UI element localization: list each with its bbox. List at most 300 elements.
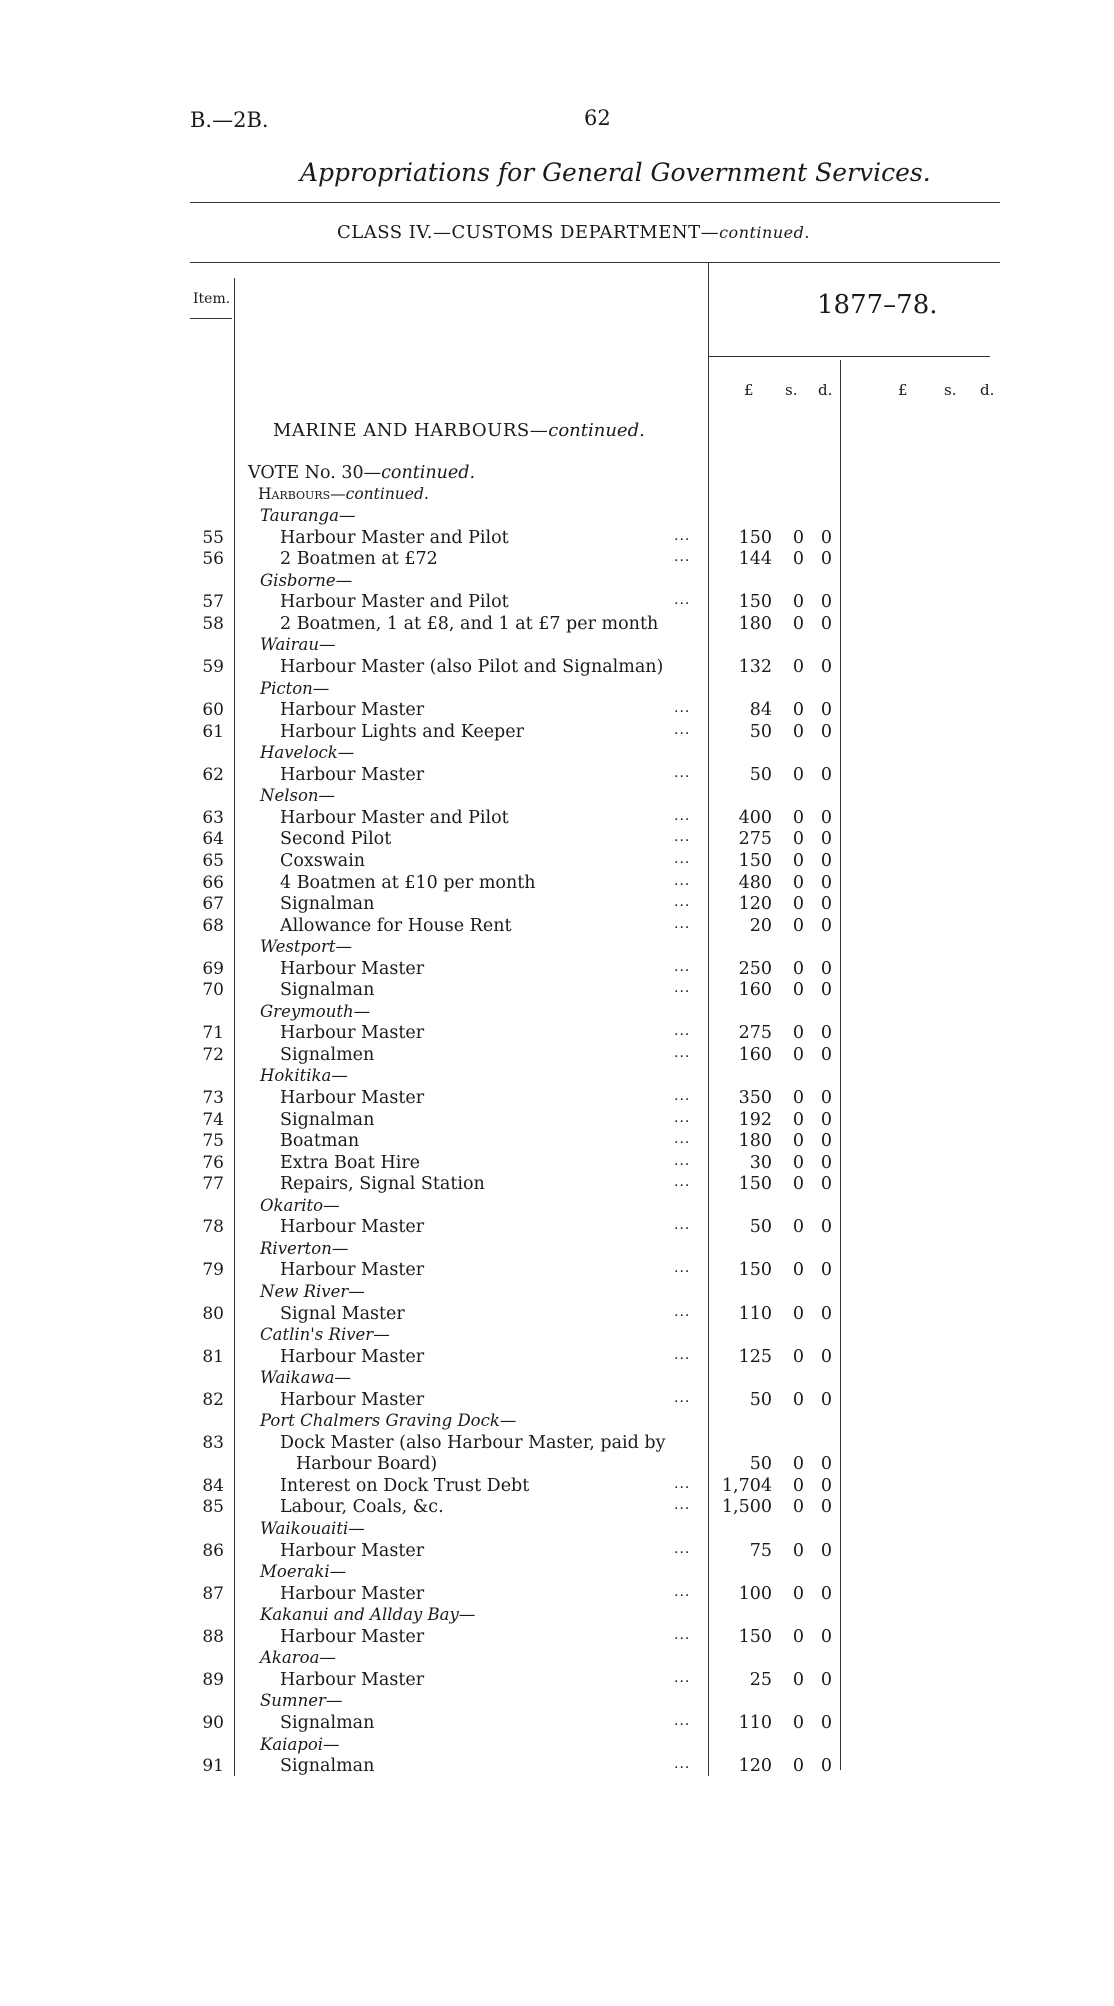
location-heading xyxy=(0,1282,1114,1303)
item-row xyxy=(0,1584,1114,1605)
location-name: Moeraki— xyxy=(260,1562,347,1581)
amount-pounds: 30 xyxy=(749,1152,772,1173)
subhead-text: Harbours— xyxy=(258,484,346,503)
location-heading xyxy=(0,1239,1114,1260)
amount-pence: 0 xyxy=(820,1174,832,1195)
amount-shillings: 0 xyxy=(792,1389,804,1410)
item-number: 90 xyxy=(202,1712,224,1733)
pounds-header: £ xyxy=(744,381,754,399)
amount-pounds: 50 xyxy=(749,1217,772,1238)
amount-shillings: 0 xyxy=(792,807,804,828)
amount-pence: 0 xyxy=(820,1454,832,1475)
item-description: Allowance for House Rent xyxy=(280,915,512,936)
item-row xyxy=(0,959,1114,980)
amount-shillings: 0 xyxy=(792,1260,804,1281)
amount-pounds: 50 xyxy=(749,721,772,742)
amount-pence: 0 xyxy=(820,1712,832,1733)
amount-shillings: 0 xyxy=(792,1669,804,1690)
amount-pounds: 110 xyxy=(738,1712,772,1733)
item-row xyxy=(0,1713,1114,1734)
item-number: 69 xyxy=(202,958,224,979)
leader-dots: ... xyxy=(674,1152,691,1169)
amount-pence: 0 xyxy=(820,1669,832,1690)
location-heading xyxy=(0,506,1114,527)
amount-pounds: 50 xyxy=(749,1389,772,1410)
item-number: 73 xyxy=(202,1088,224,1108)
amount-shillings: 0 xyxy=(792,1023,804,1044)
subhead-suffix: continued. xyxy=(345,484,429,503)
amount-pounds: 192 xyxy=(738,1109,772,1130)
item-description: Signalmen xyxy=(280,1044,375,1065)
item-number: 82 xyxy=(202,1389,224,1410)
item-number: 86 xyxy=(202,1540,224,1561)
amount-pence: 0 xyxy=(820,1583,832,1604)
item-description: Harbour Master xyxy=(280,1023,425,1044)
leader-dots: ... xyxy=(674,549,691,566)
item-row xyxy=(0,1153,1114,1174)
item-description: Interest on Dock Trust Debt xyxy=(280,1475,530,1496)
item-row xyxy=(0,614,1114,635)
item-header-rule xyxy=(190,318,232,319)
amount-pence: 0 xyxy=(820,1023,832,1044)
amount-shillings: 0 xyxy=(792,1131,804,1152)
item-row xyxy=(0,592,1114,613)
item-description: Signalman xyxy=(280,1756,375,1776)
leader-dots: ... xyxy=(674,1023,691,1040)
amount-shillings: 0 xyxy=(792,592,804,613)
amount-shillings: 0 xyxy=(792,1712,804,1733)
location-heading xyxy=(0,743,1114,764)
amount-pence: 0 xyxy=(820,872,832,893)
amount-shillings: 0 xyxy=(792,1475,804,1496)
table-top-rule xyxy=(190,262,1000,263)
amount-shillings: 0 xyxy=(792,1217,804,1238)
amount-pence: 0 xyxy=(820,1109,832,1130)
item-number: 78 xyxy=(202,1217,224,1238)
location-heading xyxy=(0,1519,1114,1540)
item-row xyxy=(0,829,1114,850)
item-row xyxy=(0,851,1114,872)
amount-pence: 0 xyxy=(820,1044,832,1065)
location-heading xyxy=(0,1735,1114,1756)
leader-dots: ... xyxy=(674,1346,691,1363)
item-number: 66 xyxy=(202,872,224,893)
leader-dots: ... xyxy=(674,1131,691,1148)
amount-pounds: 150 xyxy=(738,1174,772,1195)
item-description: Labour, Coals, &c. xyxy=(280,1497,444,1518)
leader-dots: ... xyxy=(674,1540,691,1557)
item-row xyxy=(0,1497,1114,1518)
location-heading xyxy=(0,571,1114,592)
amount-pence: 0 xyxy=(820,958,832,979)
amount-shillings: 0 xyxy=(792,1540,804,1561)
amount-pounds: 50 xyxy=(749,764,772,785)
amount-pounds: 275 xyxy=(738,829,772,850)
leader-dots: ... xyxy=(674,1174,691,1191)
item-row xyxy=(0,765,1114,786)
item-row xyxy=(0,1304,1114,1325)
item-description: Extra Boat Hire xyxy=(280,1152,421,1173)
amount-pence: 0 xyxy=(820,700,832,720)
title-rule xyxy=(190,202,1000,203)
class-heading-text: CLASS IV.—CUSTOMS DEPARTMENT— xyxy=(337,222,720,243)
location-name: Riverton— xyxy=(260,1238,349,1258)
item-column-header: Item. xyxy=(193,291,231,307)
item-number: 74 xyxy=(202,1109,224,1130)
item-row xyxy=(0,808,1114,829)
amount-pence: 0 xyxy=(820,613,832,634)
item-number: 70 xyxy=(202,980,224,1001)
location-heading xyxy=(0,937,1114,958)
item-number: 89 xyxy=(202,1669,224,1690)
item-row xyxy=(0,980,1114,1001)
amount-pounds: 120 xyxy=(738,1756,772,1776)
total-shillings-header: s. xyxy=(944,381,957,399)
leader-dots: ... xyxy=(674,1756,691,1772)
vote-suffix: continued. xyxy=(381,463,476,483)
location-heading xyxy=(0,1562,1114,1583)
amount-shillings: 0 xyxy=(792,958,804,979)
location-name: Tauranga— xyxy=(260,506,356,526)
item-row xyxy=(0,1174,1114,1195)
item-row xyxy=(0,722,1114,743)
item-description: Harbour Master xyxy=(280,1583,425,1604)
item-row xyxy=(0,1670,1114,1691)
item-description: Signalman xyxy=(280,894,375,914)
location-name: New River— xyxy=(260,1281,365,1301)
item-description: Harbour Master and Pilot xyxy=(280,807,509,828)
location-heading xyxy=(0,635,1114,656)
amount-shillings: 0 xyxy=(792,1303,804,1324)
leader-dots: ... xyxy=(674,721,691,738)
amount-pounds: 150 xyxy=(738,592,772,613)
amount-pounds: 160 xyxy=(738,1044,772,1065)
item-row xyxy=(0,1131,1114,1152)
leader-dots: ... xyxy=(674,1497,691,1514)
item-row xyxy=(0,1023,1114,1044)
amount-shillings: 0 xyxy=(792,850,804,871)
amount-shillings: 0 xyxy=(792,915,804,936)
amount-shillings: 0 xyxy=(792,527,804,548)
amount-shillings: 0 xyxy=(792,829,804,850)
class-heading xyxy=(337,222,810,243)
item-description: Harbour Master xyxy=(280,1260,425,1281)
amount-pounds: 75 xyxy=(749,1540,772,1561)
vote-label xyxy=(248,463,475,483)
item-description: Signal Master xyxy=(280,1303,405,1324)
amount-shillings: 0 xyxy=(792,872,804,893)
item-row xyxy=(0,1476,1114,1497)
amount-shillings: 0 xyxy=(792,721,804,742)
item-row xyxy=(0,894,1114,915)
leader-dots: ... xyxy=(674,592,691,609)
item-row xyxy=(0,700,1114,721)
location-name: Catlin's River— xyxy=(260,1325,390,1344)
item-row xyxy=(0,1433,1114,1454)
item-description: Harbour Master xyxy=(280,1346,425,1367)
item-number: 68 xyxy=(202,915,224,936)
item-description: Harbour Master and Pilot xyxy=(280,592,509,613)
leader-dots: ... xyxy=(674,1044,691,1061)
amount-shillings: 0 xyxy=(792,1583,804,1604)
location-heading xyxy=(0,1002,1114,1023)
leader-dots: ... xyxy=(674,1712,691,1729)
amount-pounds: 120 xyxy=(738,894,772,914)
item-description: 4 Boatmen at £10 per month xyxy=(280,872,536,893)
item-description: Signalman xyxy=(280,1109,375,1130)
amount-pounds: 150 xyxy=(738,527,772,548)
amount-shillings: 0 xyxy=(792,1044,804,1065)
amount-pounds: 1,500 xyxy=(721,1497,772,1518)
amount-pounds: 400 xyxy=(738,807,772,828)
amount-pounds: 110 xyxy=(738,1303,772,1324)
item-number: 62 xyxy=(202,764,224,785)
location-name: Waikawa— xyxy=(260,1368,351,1388)
item-number: 64 xyxy=(202,829,224,850)
vote-text: VOTE No. 30— xyxy=(248,463,382,483)
page-number: 62 xyxy=(584,106,611,130)
item-number: 88 xyxy=(202,1626,224,1647)
item-description: Harbour Master xyxy=(280,1088,425,1108)
leader-dots: ... xyxy=(674,1260,691,1277)
amount-pounds: 180 xyxy=(738,1131,772,1152)
year-header-rule xyxy=(708,356,990,357)
location-heading xyxy=(0,1196,1114,1217)
item-number: 76 xyxy=(202,1152,224,1173)
amount-pence: 0 xyxy=(820,807,832,828)
amount-shillings: 0 xyxy=(792,894,804,914)
amount-shillings: 0 xyxy=(792,1152,804,1173)
item-number: 59 xyxy=(202,657,224,677)
item-number: 57 xyxy=(202,592,224,613)
location-name: Westport— xyxy=(260,937,352,957)
item-number: 61 xyxy=(202,721,224,742)
vote-heading xyxy=(0,463,1114,484)
item-description: Harbour Master xyxy=(280,1217,425,1238)
item-row xyxy=(0,1260,1114,1281)
pence-header: d. xyxy=(818,381,833,399)
item-number: 87 xyxy=(202,1583,224,1604)
amount-pence: 0 xyxy=(820,1475,832,1496)
amount-shillings: 0 xyxy=(792,1626,804,1647)
amount-shillings: 0 xyxy=(792,1756,804,1776)
leader-dots: ... xyxy=(674,872,691,889)
location-name: Okarito— xyxy=(260,1195,340,1215)
amount-pounds: 125 xyxy=(738,1346,772,1367)
amount-pence: 0 xyxy=(820,721,832,742)
item-number: 81 xyxy=(202,1346,224,1367)
item-description: Signalman xyxy=(280,980,375,1001)
item-number: 80 xyxy=(202,1303,224,1324)
item-row xyxy=(0,873,1114,894)
amount-pence: 0 xyxy=(820,1626,832,1647)
leader-dots: ... xyxy=(674,980,691,997)
section-title-suffix: continued. xyxy=(548,420,645,441)
amount-pence: 0 xyxy=(820,1346,832,1367)
leader-dots: ... xyxy=(674,1303,691,1320)
item-row xyxy=(0,916,1114,937)
location-name: Havelock— xyxy=(260,743,355,763)
item-row xyxy=(0,549,1114,570)
leader-dots: ... xyxy=(674,1626,691,1643)
amount-shillings: 0 xyxy=(792,1454,804,1475)
amount-pounds: 132 xyxy=(738,657,772,677)
item-row xyxy=(0,1045,1114,1066)
location-heading xyxy=(0,1605,1114,1626)
item-description: Dock Master (also Harbour Master, paid by xyxy=(280,1432,666,1453)
leader-dots: ... xyxy=(674,958,691,975)
amount-shillings: 0 xyxy=(792,549,804,570)
item-row xyxy=(0,1217,1114,1238)
item-description: Signalman xyxy=(280,1712,375,1733)
document-reference: B.—2B. xyxy=(190,108,269,132)
amount-pence: 0 xyxy=(820,592,832,613)
item-number: 84 xyxy=(202,1475,224,1496)
item-description: Second Pilot xyxy=(280,829,392,850)
location-name: Port Chalmers Graving Dock— xyxy=(260,1411,517,1431)
item-description: 2 Boatmen at £72 xyxy=(280,549,438,570)
item-description: Harbour Master xyxy=(280,700,425,720)
amount-pence: 0 xyxy=(820,1260,832,1281)
amount-pence: 0 xyxy=(820,1217,832,1238)
amount-pounds: 160 xyxy=(738,980,772,1001)
page-title: Appropriations for General Government Services. xyxy=(300,158,931,187)
item-number: 67 xyxy=(202,894,224,914)
item-row xyxy=(0,1627,1114,1648)
item-number: 65 xyxy=(202,850,224,871)
leader-dots: ... xyxy=(674,1217,691,1234)
amount-shillings: 0 xyxy=(792,657,804,677)
amount-pence: 0 xyxy=(820,1540,832,1561)
item-description: Harbour Master xyxy=(280,1669,425,1690)
amount-pence: 0 xyxy=(820,915,832,936)
location-name: Wairau— xyxy=(260,635,336,655)
amount-shillings: 0 xyxy=(792,700,804,720)
item-number: 71 xyxy=(202,1023,224,1044)
item-number: 85 xyxy=(202,1497,224,1518)
amount-pounds: 275 xyxy=(738,1023,772,1044)
leader-dots: ... xyxy=(674,700,691,716)
item-number: 60 xyxy=(202,700,224,720)
location-name: Gisborne— xyxy=(260,570,353,590)
amount-pounds: 150 xyxy=(738,1626,772,1647)
amount-pence: 0 xyxy=(820,1389,832,1410)
item-description: Harbour Master xyxy=(280,1389,425,1410)
amount-pence: 0 xyxy=(820,1131,832,1152)
amount-pence: 0 xyxy=(820,1756,832,1776)
item-number: 75 xyxy=(202,1131,224,1152)
amount-pence: 0 xyxy=(820,657,832,677)
item-description: Repairs, Signal Station xyxy=(280,1174,485,1195)
amount-pounds: 150 xyxy=(738,1260,772,1281)
amount-pence: 0 xyxy=(820,829,832,850)
location-heading xyxy=(0,679,1114,700)
item-number: 79 xyxy=(202,1260,224,1281)
leader-dots: ... xyxy=(674,1109,691,1126)
amount-shillings: 0 xyxy=(792,764,804,785)
section-title xyxy=(273,420,645,441)
amount-shillings: 0 xyxy=(792,1497,804,1518)
leader-dots: ... xyxy=(674,850,691,867)
location-heading xyxy=(0,1325,1114,1346)
amount-pounds: 1,704 xyxy=(721,1475,772,1496)
section-title-text: MARINE AND HARBOURS— xyxy=(273,420,549,441)
amount-shillings: 0 xyxy=(792,613,804,634)
item-row xyxy=(0,1756,1114,1777)
leader-dots: ... xyxy=(674,807,691,824)
subhead-label xyxy=(258,485,429,503)
item-continuation xyxy=(0,1454,1114,1475)
item-description: 2 Boatmen, 1 at £8, and 1 at £7 per month xyxy=(280,613,659,634)
location-name: Sumner— xyxy=(260,1691,343,1711)
location-name: Hokitika— xyxy=(260,1066,348,1086)
item-number: 56 xyxy=(202,549,224,570)
item-number: 58 xyxy=(202,613,224,634)
amount-pence: 0 xyxy=(820,1152,832,1173)
item-row xyxy=(0,1347,1114,1368)
amount-shillings: 0 xyxy=(792,1088,804,1108)
leader-dots: ... xyxy=(674,1475,691,1492)
amount-shillings: 0 xyxy=(792,1346,804,1367)
leader-dots: ... xyxy=(674,915,691,932)
amount-pence: 0 xyxy=(820,850,832,871)
item-number: 63 xyxy=(202,807,224,828)
item-number: 72 xyxy=(202,1044,224,1065)
location-name: Greymouth— xyxy=(260,1001,371,1021)
amount-pounds: 84 xyxy=(749,700,772,720)
location-name: Kaiapoi— xyxy=(260,1734,340,1754)
location-name: Akaroa— xyxy=(260,1648,336,1668)
amount-pounds: 180 xyxy=(738,613,772,634)
leader-dots: ... xyxy=(674,1389,691,1406)
amount-pence: 0 xyxy=(820,1497,832,1518)
total-pounds-header: £ xyxy=(898,381,908,399)
item-description: Harbour Master xyxy=(280,958,425,979)
amount-pence: 0 xyxy=(820,549,832,570)
item-description: Harbour Master xyxy=(280,764,425,785)
amount-pence: 0 xyxy=(820,980,832,1001)
item-description: Harbour Master xyxy=(280,1540,425,1561)
class-heading-suffix: continued. xyxy=(719,223,810,242)
item-number: 55 xyxy=(202,527,224,548)
location-heading xyxy=(0,1411,1114,1432)
amount-pence: 0 xyxy=(820,894,832,914)
amount-pounds: 144 xyxy=(738,549,772,570)
amount-pence: 0 xyxy=(820,527,832,548)
amount-pence: 0 xyxy=(820,1303,832,1324)
item-row xyxy=(0,1541,1114,1562)
item-row xyxy=(0,528,1114,549)
item-number: 91 xyxy=(202,1756,224,1776)
location-heading xyxy=(0,1066,1114,1087)
amount-pounds: 480 xyxy=(738,872,772,893)
amount-pounds: 350 xyxy=(738,1088,772,1108)
leader-dots: ... xyxy=(674,1583,691,1600)
item-number: 77 xyxy=(202,1174,224,1195)
leader-dots: ... xyxy=(674,764,691,781)
item-row xyxy=(0,657,1114,678)
amount-pounds: 20 xyxy=(749,915,772,936)
item-row xyxy=(0,1088,1114,1109)
location-name: Picton— xyxy=(260,678,330,698)
item-description: Coxswain xyxy=(280,850,366,871)
location-name: Nelson— xyxy=(260,786,336,806)
item-description: Harbour Master and Pilot xyxy=(280,527,509,548)
total-pence-header: d. xyxy=(980,381,995,399)
item-description: Harbour Master xyxy=(280,1626,425,1647)
amount-pounds: 150 xyxy=(738,850,772,871)
amount-pence: 0 xyxy=(820,1088,832,1108)
